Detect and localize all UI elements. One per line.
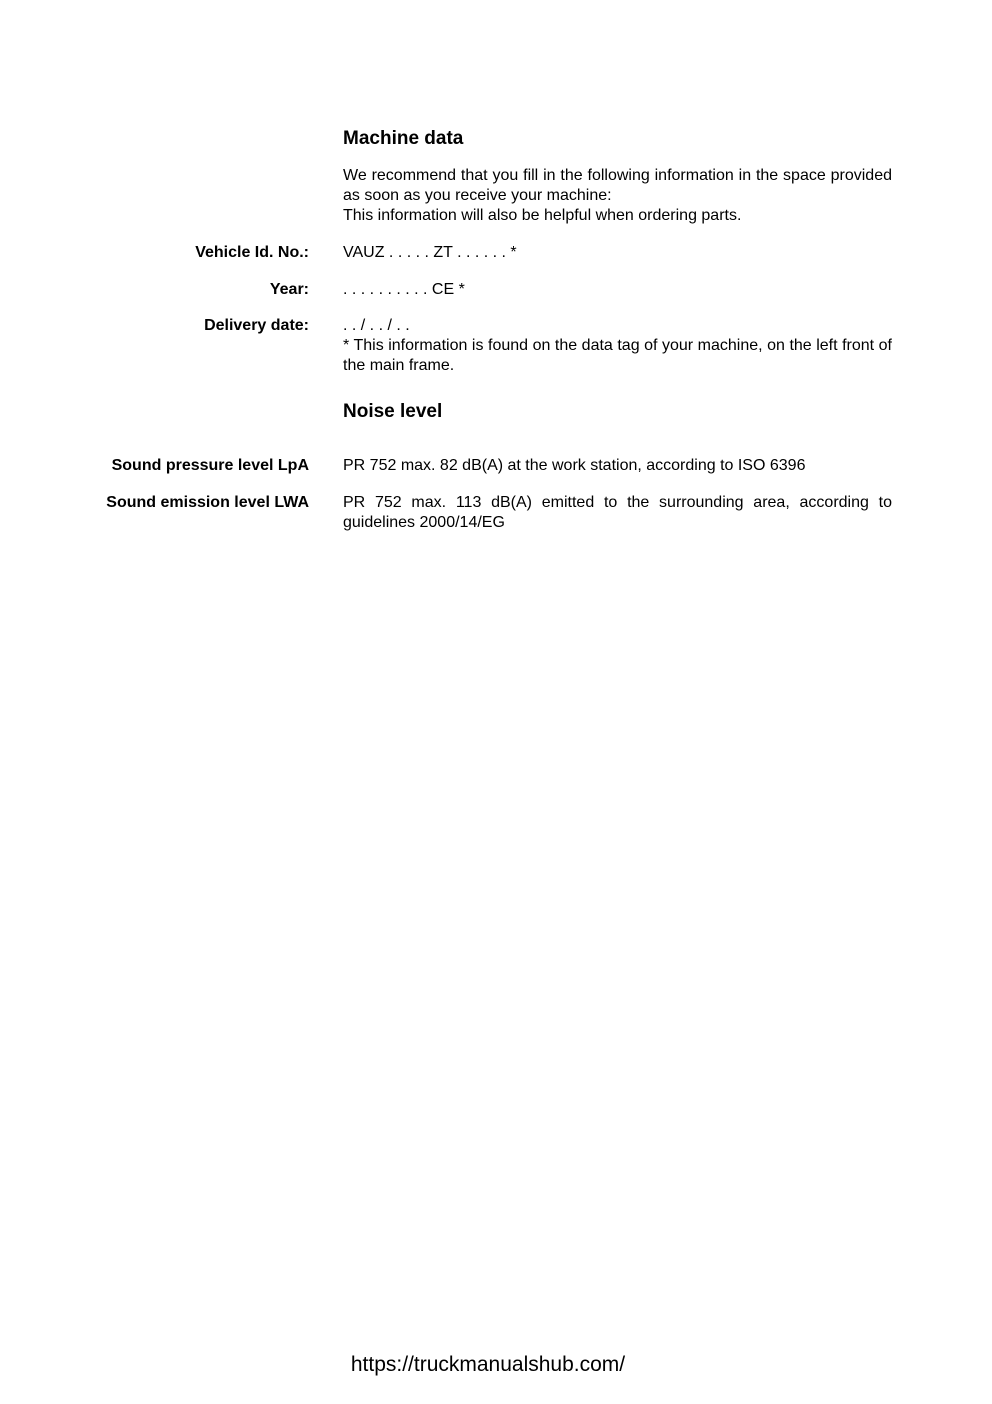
machine-data-intro <box>343 166 892 226</box>
noise-level-heading: Noise level <box>343 401 443 422</box>
sound-pressure-value: PR 752 max. 82 dB(A) at the work station, according to ISO 6396 <box>343 457 806 474</box>
machine-data-heading: Machine data <box>343 128 464 149</box>
delivery-date-label: Delivery date: <box>204 317 309 334</box>
sound-emission-value: PR 752 max. 113 dB(A) emitted to the surrounding area, according to guidelines 2000/14/EG <box>343 494 892 531</box>
footer-url: https://truckmanualshub.com/ <box>350 1353 626 1376</box>
delivery-date-block <box>343 316 892 376</box>
delivery-date-value: . . / . . / . . <box>343 317 410 334</box>
sound-emission-label: Sound emission level LWA <box>106 494 309 511</box>
intro-paragraph: We recommend that you fill in the following information in the space provided as soon as you receive your machine: <box>343 167 892 204</box>
vehicle-id-value: VAUZ . . . . . ZT . . . . . . * <box>343 244 517 261</box>
sound-pressure-label: Sound pressure level LpA <box>111 457 309 474</box>
year-label: Year: <box>269 281 309 298</box>
year-value: . . . . . . . . . . CE * <box>343 281 465 298</box>
intro-line-2: This information will also be helpful when ordering parts. <box>343 207 742 224</box>
data-tag-footnote: * This information is found on the data tag of your machine, on the left front of the main frame. <box>343 337 892 374</box>
vehicle-id-label: Vehicle Id. No.: <box>195 244 309 261</box>
